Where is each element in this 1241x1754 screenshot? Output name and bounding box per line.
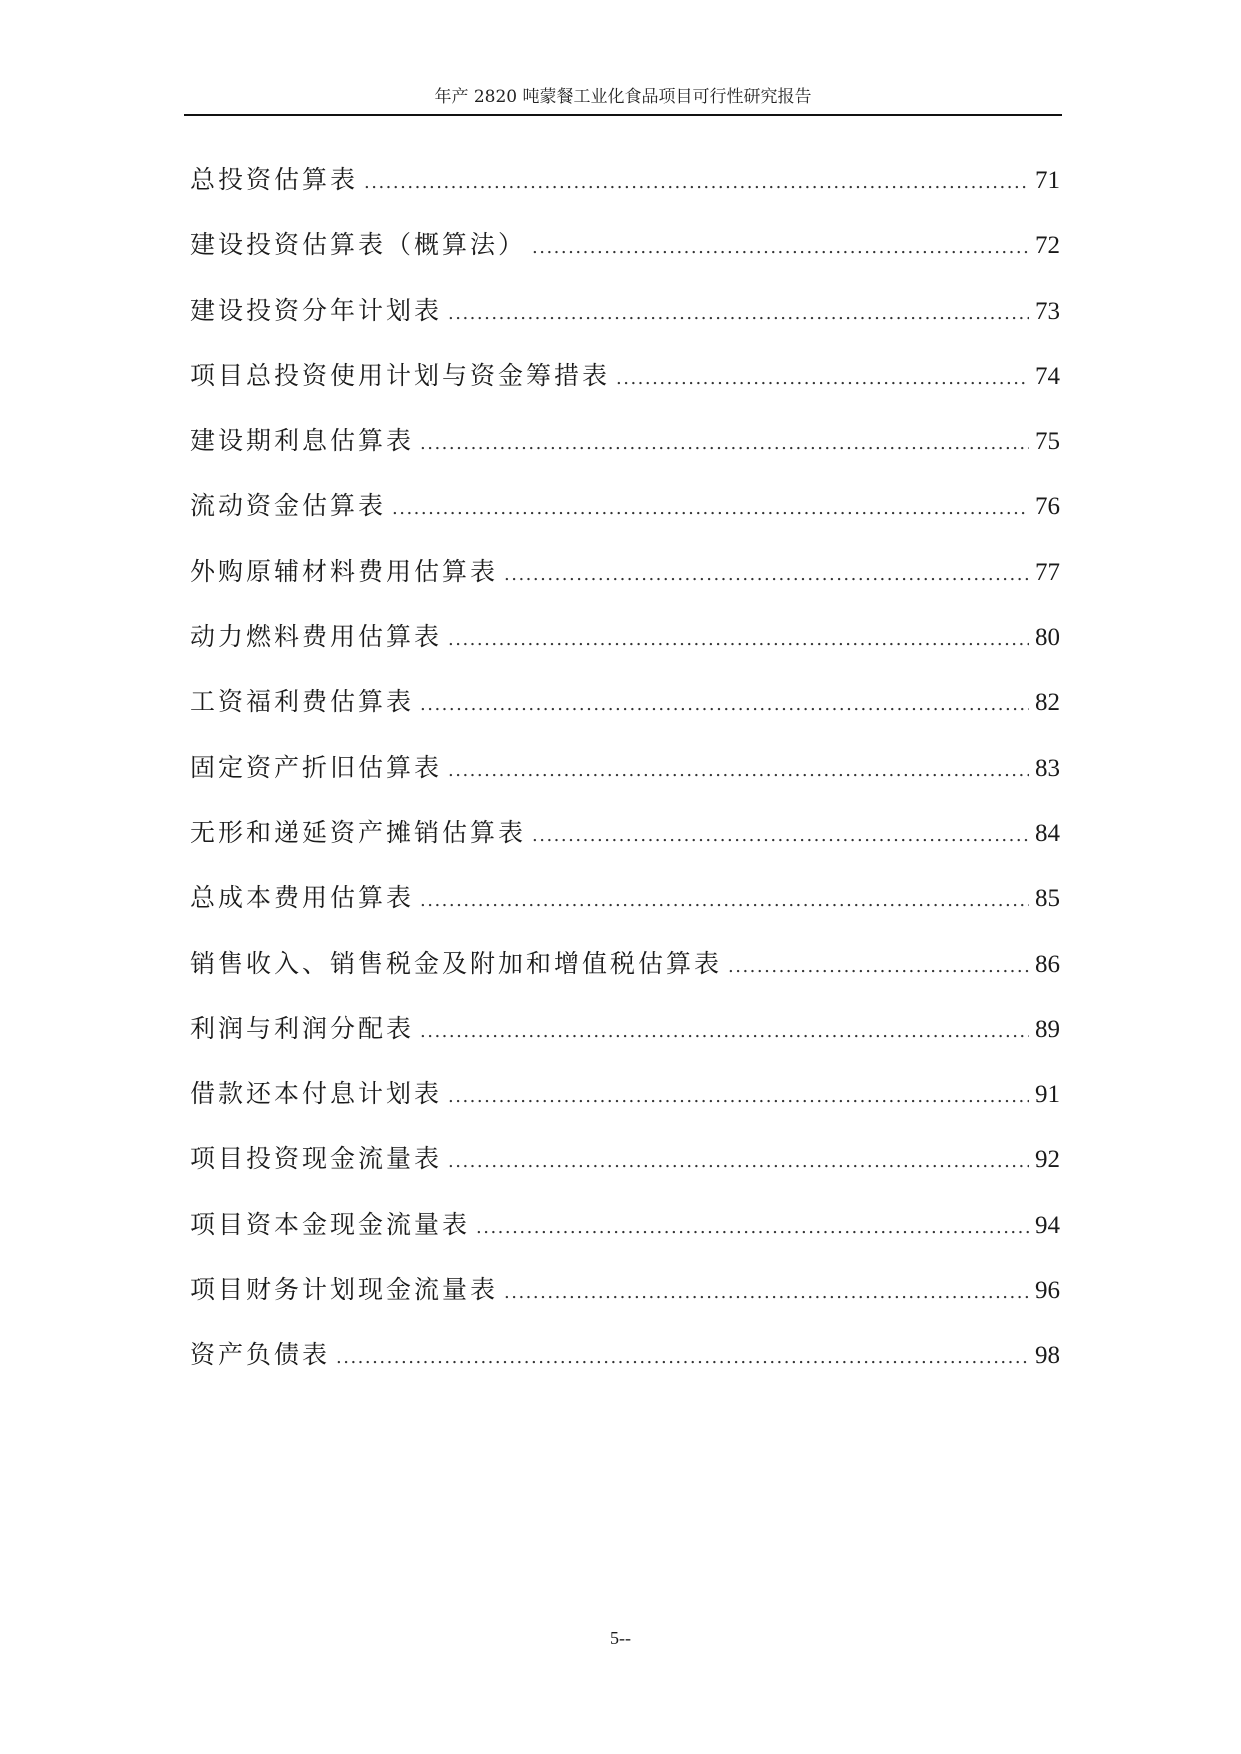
toc-entry[interactable]: [190, 682, 1060, 747]
page-number: 5--: [610, 1628, 631, 1648]
toc-entry-page: 91: [1035, 1081, 1060, 1109]
toc-entry-title: 借款还本付息计划表: [190, 1079, 443, 1109]
toc-entry-title: 总投资估算表: [190, 165, 359, 194]
toc-dot-leader: [504, 1273, 1029, 1313]
toc-dot-leader: [420, 424, 1029, 464]
toc-entry-title: 建设投资估算表（概算法）: [190, 230, 527, 260]
toc-entry-page: 96: [1035, 1277, 1060, 1305]
toc-entry[interactable]: [190, 1205, 1060, 1270]
toc-dot-leader: [448, 620, 1029, 660]
toc-dot-leader: [448, 751, 1029, 791]
toc-dot-leader: [336, 1338, 1029, 1378]
toc-dot-leader: [532, 816, 1029, 856]
toc-entry-page: 71: [1035, 167, 1060, 194]
toc-entry-page: 89: [1035, 1015, 1060, 1043]
toc-entry-title: 固定资产折旧估算表: [190, 752, 443, 782]
toc-entry-page: 98: [1035, 1342, 1060, 1370]
toc-entry-page: 83: [1035, 754, 1060, 782]
header-rule: [184, 114, 1062, 116]
toc-entry[interactable]: [190, 748, 1060, 813]
toc-dot-leader: [616, 359, 1029, 399]
toc-entry-page: 86: [1035, 950, 1060, 978]
toc-dot-leader: [448, 1142, 1029, 1182]
toc-entry-title: 建设投资分年计划表: [190, 295, 443, 325]
toc-entry-title: 项目资本金现金流量表: [190, 1209, 471, 1239]
toc-entry[interactable]: [190, 617, 1060, 682]
toc-entry-page: 73: [1035, 297, 1060, 325]
toc-dot-leader: [448, 1077, 1029, 1117]
toc-entry-title: 无形和递延资产摊销估算表: [190, 817, 527, 847]
toc-entry-title: 外购原辅材料费用估算表: [190, 556, 499, 586]
toc-entry[interactable]: [190, 291, 1060, 356]
toc-entry-title: 资产负债表: [190, 1340, 331, 1370]
toc-entry-page: 94: [1035, 1211, 1060, 1239]
toc-dot-leader: [420, 881, 1029, 921]
toc-dot-leader: [420, 1012, 1029, 1052]
toc-entry-page: 92: [1035, 1146, 1060, 1174]
toc-entry[interactable]: [190, 160, 1060, 225]
toc-dot-leader: [476, 1208, 1029, 1248]
toc-dot-leader: [532, 228, 1029, 268]
toc-entry-title: 动力燃料费用估算表: [190, 622, 443, 652]
toc-entry[interactable]: [190, 356, 1060, 421]
toc-entry-title: 工资福利费估算表: [190, 687, 415, 717]
toc-entry[interactable]: [190, 1074, 1060, 1139]
toc-dot-leader: [392, 489, 1029, 529]
toc-entry-page: 74: [1035, 362, 1060, 390]
toc-entry-title: 建设期利息估算表: [190, 426, 415, 456]
toc-entry-title: 项目投资现金流量表: [190, 1144, 443, 1174]
toc-entry[interactable]: [190, 421, 1060, 486]
toc-entry-title: 项目总投资使用计划与资金筹措表: [190, 360, 611, 390]
toc-entry-page: 84: [1035, 819, 1060, 847]
toc-entry[interactable]: [190, 486, 1060, 551]
toc-entry-page: 77: [1035, 558, 1060, 586]
toc-dot-leader: [448, 294, 1029, 334]
toc-entry-page: 76: [1035, 493, 1060, 521]
table-of-contents: [190, 160, 1060, 1401]
toc-dot-leader: [420, 685, 1029, 725]
toc-entry-page: 80: [1035, 624, 1060, 652]
toc-entry[interactable]: [190, 1139, 1060, 1204]
toc-entry[interactable]: [190, 813, 1060, 878]
toc-entry[interactable]: [190, 1270, 1060, 1335]
toc-entry[interactable]: [190, 1335, 1060, 1400]
running-header: 年产 2820 吨蒙餐工业化食品项目可行性研究报告: [434, 87, 812, 107]
toc-entry[interactable]: [190, 225, 1060, 290]
toc-entry[interactable]: [190, 1009, 1060, 1074]
toc-entry-title: 利润与利润分配表: [190, 1013, 415, 1043]
toc-dot-leader: [504, 555, 1029, 595]
toc-entry-page: 72: [1035, 232, 1060, 260]
toc-entry[interactable]: [190, 878, 1060, 943]
toc-entry[interactable]: [190, 944, 1060, 1009]
toc-entry-title: 项目财务计划现金流量表: [190, 1275, 499, 1305]
toc-dot-leader: [364, 163, 1029, 203]
toc-entry-page: 85: [1035, 885, 1060, 913]
toc-entry[interactable]: [190, 552, 1060, 617]
toc-dot-leader: [728, 947, 1029, 987]
toc-entry-page: 75: [1035, 428, 1060, 456]
toc-entry-title: 流动资金估算表: [190, 491, 387, 521]
toc-entry-title: 销售收入、销售税金及附加和增值税估算表: [190, 948, 723, 978]
toc-entry-page: 82: [1035, 689, 1060, 717]
toc-entry-title: 总成本费用估算表: [190, 883, 415, 913]
